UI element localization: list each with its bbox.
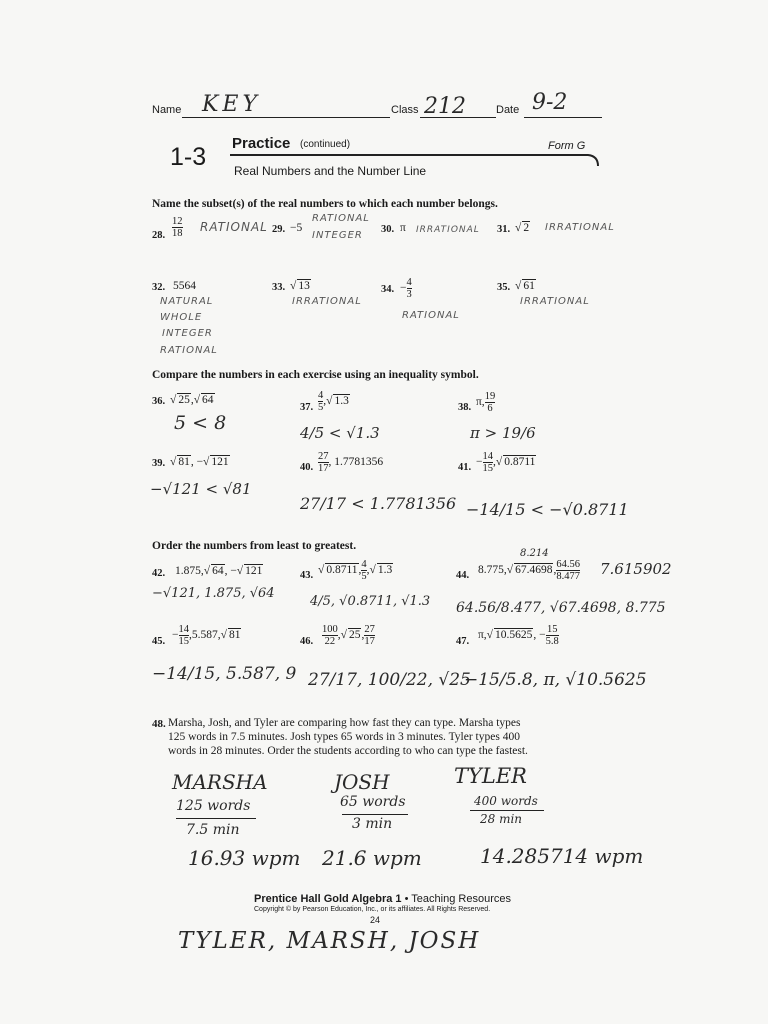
work-josh-rate: 21.6 wpm: [322, 846, 422, 870]
problem-42-number: 42.: [152, 568, 166, 579]
problem-46-number: 46.: [300, 636, 314, 647]
problem-43-expression: √ 0.8711, $\frac{4}{5}$ ,√ 1.3: [318, 559, 393, 582]
problem-37-expression: $\frac{4}{5}$ ,√ 1.3: [318, 390, 349, 413]
problem-32-expression: 5564: [173, 280, 196, 292]
problem-34-answer: RATIONAL: [402, 310, 460, 321]
problem-43-number: 43.: [300, 570, 314, 581]
section1-instruction: Name the subset(s) of the real numbers to which each number belongs.: [152, 198, 498, 210]
name-label: Name: [152, 104, 182, 116]
work-josh-top: 65 words: [340, 794, 406, 810]
problem-44-note-2: 7.615902: [600, 560, 672, 578]
problem-39-answer: −√121 < √81: [150, 480, 252, 498]
problem-34-number: 34.: [381, 284, 395, 295]
problem-42-answer: −√121, 1.875, √64: [152, 586, 275, 601]
name-line: [182, 117, 390, 118]
problem-39-expression: √ 81, −√ 121: [170, 456, 229, 468]
work-tyler-name: TYLER: [454, 764, 527, 788]
problem-29-answer-1: RATIONAL: [312, 213, 370, 224]
problem-36-number: 36.: [152, 396, 166, 407]
problem-41-expression: − $\frac{14}{15}$ ,√ 0.8711: [476, 451, 536, 474]
problem-40-answer: 27/17 < 1.7781356: [300, 494, 457, 513]
problem-33-number: 33.: [272, 282, 286, 293]
work-tyler-top: 400 words: [474, 794, 538, 808]
problem-41-answer: −14/15 < −√0.8711: [466, 500, 629, 519]
footer-page: 24: [370, 915, 381, 925]
date-label: Date: [496, 104, 520, 116]
work-josh-name: JOSH: [334, 770, 390, 794]
work-josh-bar: [342, 814, 408, 815]
problem-40-number: 40.: [300, 462, 314, 473]
lesson-number: 1-3: [170, 143, 207, 171]
problem-28-number: 28.: [152, 230, 166, 241]
date-value: 9-2: [532, 90, 568, 115]
problem-38-answer: π > 19/6: [470, 424, 536, 442]
problem-45-expression: − $\frac{14}{15}$ ,5.587,√ 81: [172, 624, 241, 647]
problem-28-expression: $\frac{12}{18}$: [172, 216, 183, 239]
footer-title: Prentice Hall Gold Algebra 1 • Teaching Resources: [254, 893, 511, 905]
problem-44-expression: 8.775,√ 67.4698, $\frac{64.56}{8.477}$: [478, 559, 580, 582]
work-tyler-bottom: 28 min: [480, 812, 523, 826]
problem-29-expression: −5: [290, 222, 303, 234]
problem-43-answer: 4/5, √0.8711, √1.3: [310, 594, 431, 609]
problem-31-expression: √ 2: [515, 222, 530, 234]
problem-28-answer: RATIONAL: [200, 220, 268, 234]
problem-38-number: 38.: [458, 402, 472, 413]
problem-30-number: 30.: [381, 224, 395, 235]
section3-instruction: Order the numbers from least to greatest.: [152, 540, 357, 552]
problem-44-note-1: 8.214: [520, 548, 549, 559]
problem-42-expression: 1.875,√ 64, −√ 121: [175, 565, 263, 577]
problem-45-number: 45.: [152, 636, 166, 647]
work-marsha-bar: [176, 818, 256, 819]
practice-title-suffix: (continued): [300, 139, 351, 150]
problem-37-number: 37.: [300, 402, 314, 413]
problem-32-answer-2: WHOLE: [160, 312, 203, 323]
problem-44-answer: 64.56/8.477, √67.4698, 8.775: [456, 600, 666, 616]
problem-46-answer: 27/17, 100/22, √25: [308, 670, 471, 690]
problem-44-number: 44.: [456, 570, 470, 581]
problem-30-expression: π: [400, 222, 406, 234]
problem-32-number: 32.: [152, 282, 166, 293]
date-line: [524, 117, 602, 118]
problem-35-answer: IRRATIONAL: [520, 296, 590, 307]
problem-36-answer: 5 < 8: [174, 412, 227, 434]
name-value: KEY: [202, 92, 262, 117]
footer-copyright: Copyright © by Pearson Education, Inc., or its affiliates. All Rights Reserved.: [254, 906, 491, 913]
problem-46-expression: $\frac{100}{22}$ ,√ 25, $\frac{27}{17}$: [322, 624, 375, 647]
practice-subtitle: Real Numbers and the Number Line: [234, 164, 427, 178]
practice-title: Practice: [232, 135, 291, 152]
problem-38-expression: π, $\frac{19}{6}$: [476, 391, 496, 414]
problem-32-answer-1: NATURAL: [160, 296, 214, 307]
problem-47-number: 47.: [456, 636, 470, 647]
problem-47-answer: −15/5.8, π, √10.5625: [464, 670, 647, 690]
problem-32-answer-3: INTEGER: [162, 328, 213, 339]
class-label: Class: [391, 104, 419, 116]
problem-40-expression: $\frac{27}{17}$ , 1.7781356: [318, 451, 384, 474]
problem-48-final-answer: TYLER, MARSH, JOSH: [178, 928, 481, 954]
work-marsha-bottom: 7.5 min: [186, 822, 240, 838]
section2-instruction: Compare the numbers in each exercise using an inequality symbol.: [152, 369, 479, 381]
problem-34-expression: − $\frac{4}{3}$: [400, 277, 412, 300]
problem-33-expression: √ 13: [290, 280, 310, 292]
problem-30-answer: IRRATIONAL: [416, 225, 480, 235]
problem-32-answer-4: RATIONAL: [160, 345, 218, 356]
class-value: 212: [424, 94, 466, 119]
problem-45-answer: −14/15, 5.587, 9: [152, 664, 297, 684]
work-tyler-bar: [470, 810, 544, 811]
problem-29-answer-2: INTEGER: [312, 230, 363, 241]
problem-31-answer: IRRATIONAL: [545, 222, 615, 233]
problem-33-answer: IRRATIONAL: [292, 296, 362, 307]
problem-48-text: Marsha, Josh, and Tyler are comparing how fast they can type. Marsha types 125 words in 7.5 minutes. Josh types 65 words in 3 minutes. Tyler types 400 words in 28 minutes. Order the students according to who can type the fastest.: [168, 717, 528, 757]
problem-37-answer: 4/5 < √1.3: [300, 424, 380, 442]
problem-31-number: 31.: [497, 224, 511, 235]
work-marsha-name: MARSHA: [172, 770, 268, 794]
work-josh-bottom: 3 min: [352, 816, 393, 832]
problem-41-number: 41.: [458, 462, 472, 473]
problem-35-number: 35.: [497, 282, 511, 293]
problem-29-number: 29.: [272, 224, 286, 235]
work-marsha-rate: 16.93 wpm: [188, 846, 301, 870]
problem-48-number: 48.: [152, 718, 166, 730]
work-tyler-rate: 14.285714 wpm: [480, 844, 644, 868]
problem-47-expression: π,√ 10.5625, − $\frac{15}{5.8}$: [478, 624, 559, 647]
work-marsha-top: 125 words: [176, 798, 251, 814]
problem-35-expression: √ 61: [515, 280, 535, 292]
form-label: Form G: [548, 140, 586, 152]
problem-36-expression: √ 25,√ 64: [170, 394, 214, 406]
problem-39-number: 39.: [152, 458, 166, 469]
